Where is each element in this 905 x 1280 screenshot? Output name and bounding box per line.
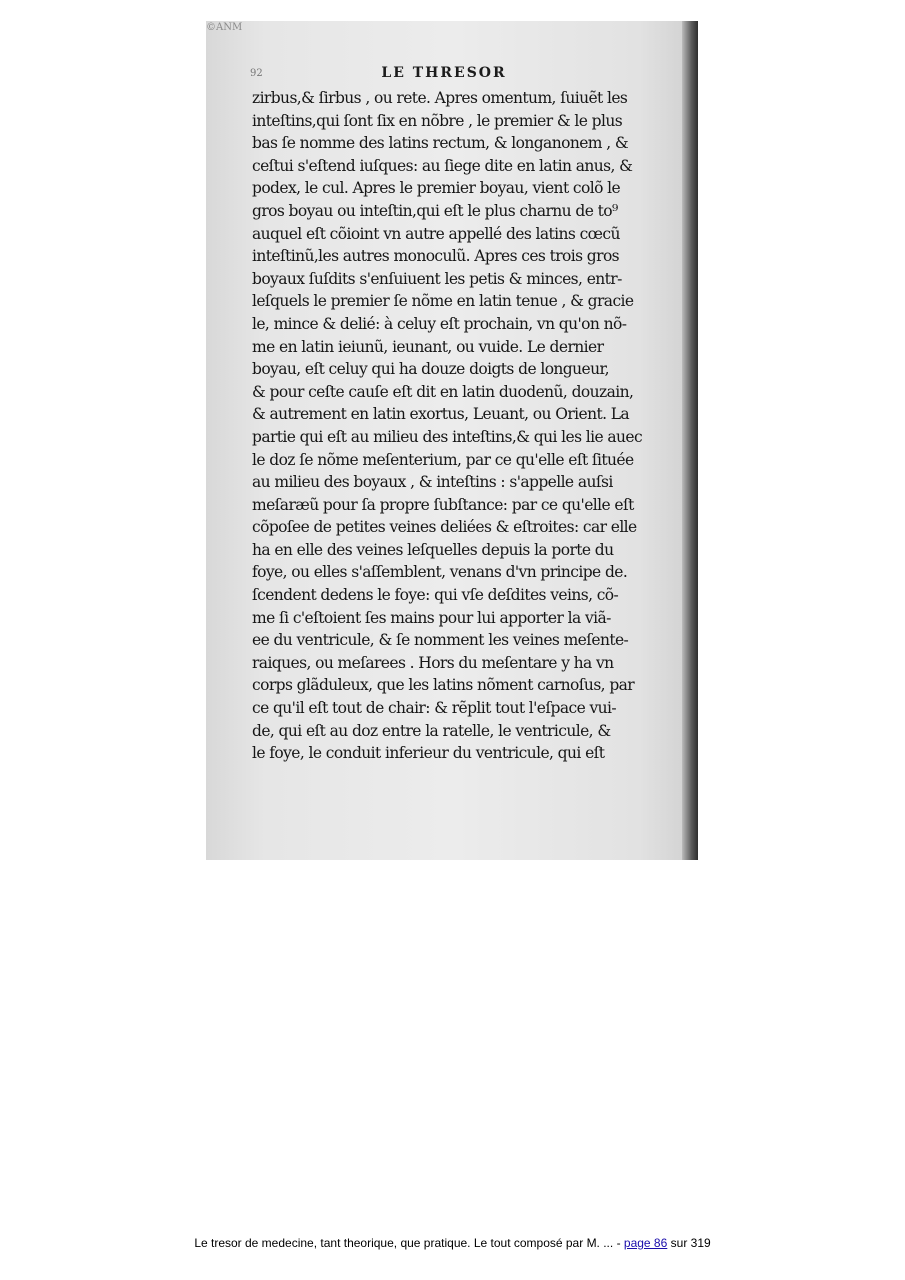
page-scan-image <box>206 21 698 860</box>
text-line: inteſtinũ,les autres monoculũ. Apres ces trois gros <box>252 247 620 266</box>
text-line: ce qu'il eſt tout de chair: & rẽplit tout l'eſpace vui- <box>252 699 616 718</box>
body-text <box>252 87 682 765</box>
text-line: cõpoſee de petites veines deliées & eſtroites: car elle <box>252 518 637 537</box>
text-line: de, qui eſt au doz entre la ratelle, le ventricule, & <box>252 721 611 740</box>
text-line: ha en elle des veines leſquelles depuis la porte du <box>252 540 614 559</box>
text-line: me ſi c'eſtoient ſes mains pour lui apporter la viã- <box>252 608 611 627</box>
running-head: LE THRESOR <box>381 65 507 81</box>
text-line: au milieu des boyaux , & inteſtins : s'appelle auſsi <box>252 473 613 492</box>
text-line: leſquels le premier ſe nõme en latin tenue , & gracie <box>252 292 634 311</box>
text-line: corps glãduleux, que les latins nõment carnoſus, par <box>252 676 635 695</box>
text-line: bas ſe nomme des latins rectum, & longanonem , & <box>252 134 629 153</box>
text-line: me en latin ieiunũ, ieunant, ou vuide. Le dernier <box>252 337 604 356</box>
text-line: boyaux ſuſdits s'enſuiuent les petis & minces, entr- <box>252 269 622 288</box>
text-line: ſcendent dedens le foye: qui vſe deſdites veins, cõ- <box>252 586 619 605</box>
text-line: & pour ceſte cauſe eſt dit en latin duodenũ, douzain, <box>252 382 634 401</box>
footer-page-count: sur 319 <box>670 1236 711 1250</box>
text-line: podex, le cul. Apres le premier boyau, vient colõ le <box>252 179 621 198</box>
text-line: partie qui eſt au milieu des inteſtins,& qui les lie auec <box>252 427 643 446</box>
page-link[interactable]: page 86 <box>623 1236 668 1250</box>
text-line: boyau, eſt celuy qui ha douze doigts de longueur, <box>252 360 609 379</box>
page-footer <box>0 1236 905 1250</box>
text-line: gros boyau ou inteſtin,qui eſt le plus charnu de to⁹ <box>252 201 618 220</box>
text-line: le, mince & delié: à celuy eſt prochain, vn qu'on nõ- <box>252 314 627 333</box>
text-line: raiques, ou meſarees . Hors du meſentare y ha vn <box>252 653 614 672</box>
text-line: auquel eſt cõioint vn autre appellé des latins cœcũ <box>252 224 620 243</box>
text-line: & autrement en latin exortus, Leuant, ou Orient. La <box>252 405 630 424</box>
text-line: zirbus,& ſirbus , ou rete. Apres omentum, ſuiuẽt les <box>252 89 628 107</box>
folio-number: 92 <box>250 68 263 79</box>
footer-title: Le tresor de medecine, tant theorique, que pratique. Le tout composé par M. ... - <box>194 1236 621 1250</box>
book-spine-edge <box>682 21 698 860</box>
text-line: le foye, le conduit inferieur du ventricule, qui eſt <box>252 744 605 763</box>
text-line: foye, ou elles s'aſſemblent, venans d'vn principe de. <box>252 563 628 582</box>
text-line: le doz ſe nõme meſenterium, par ce qu'elle eſt ſituée <box>252 450 634 469</box>
text-line: meſaræũ pour ſa propre ſubſtance: par ce qu'elle eſt <box>252 495 634 514</box>
text-line: ee du ventricule, & ſe nomment les veines meſente- <box>252 631 629 650</box>
text-line: inteſtins,qui ſont ſix en nõbre , le premier & le plus <box>252 111 623 130</box>
text-line: ceſtui s'eſtend iuſques: au ſiege dite en latin anus, & <box>252 156 633 175</box>
watermark: ©ANM <box>206 22 243 33</box>
